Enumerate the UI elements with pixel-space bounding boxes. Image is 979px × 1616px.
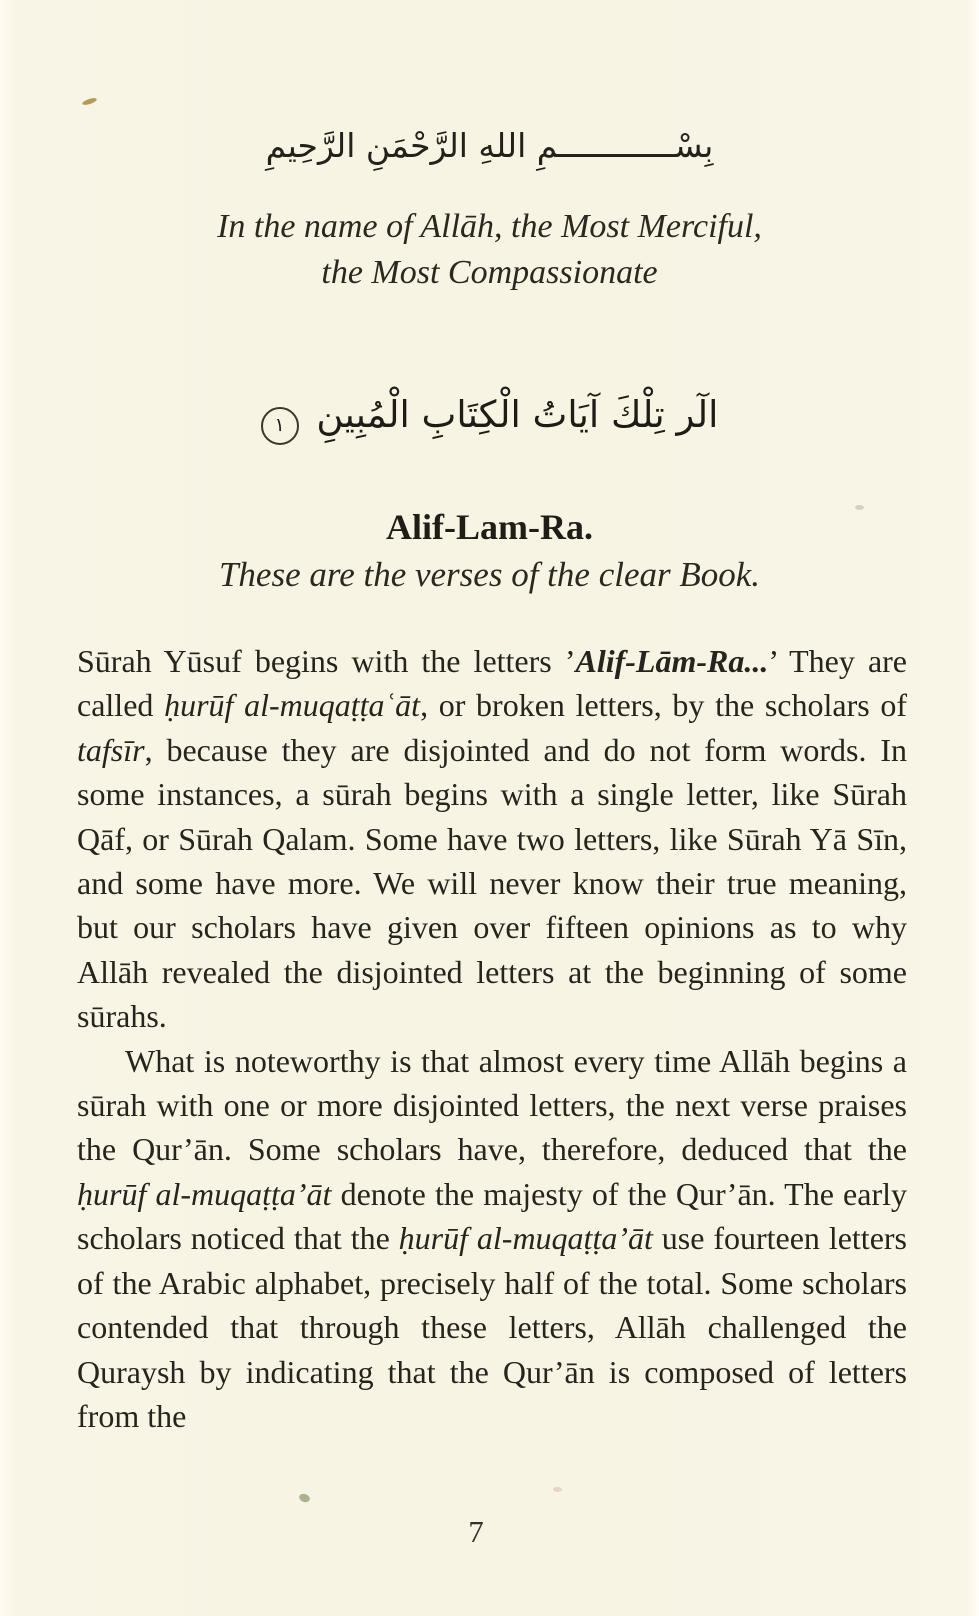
paper-speck [553, 1487, 562, 1492]
text-run: denote the majesty of the Qur’ān. The early scholars noticed that the [77, 1175, 908, 1257]
quran-verse-arabic [0, 393, 979, 445]
text-run: ’ They are called [77, 643, 908, 724]
verse-heading: Alif-Lam-Ra. [386, 507, 593, 547]
text-run: use fourteen letters of the Arabic alphabet, precisely half of the total. Some scholars contended that through these letters, Allāh challenged the Quraysh by indicating that the Qur’ān is composed of letters from the [77, 1220, 908, 1434]
text-run: ḥurūf al-muqaṭṭa’āt [77, 1175, 332, 1212]
bismillah-translation-line2: the Most Compassionate [321, 254, 658, 291]
text-run: ḥurūf al-muqaṭṭaʿāt [164, 687, 421, 724]
text-run: Alif-Lām-Ra... [575, 643, 769, 679]
text-run: tafsīr [77, 731, 145, 768]
page-number: 7 [468, 1514, 484, 1549]
body-text [77, 639, 907, 1438]
bismillah-translation-line1: In the name of Allāh, the Most Merciful, [217, 208, 762, 245]
paragraph [77, 639, 907, 1039]
text-run: , or broken letters, by the scholars of [420, 687, 908, 724]
paragraph [77, 1039, 907, 1439]
text-run: What is noteworthy is that almost every time Allāh begins a sūrah with one or more disjointed letters, the next verse praises the Qur’ān. Some scholars have, therefore, deduced that the [77, 1042, 907, 1168]
paper-speck [82, 97, 98, 106]
bismillah-calligraphy: بِسْــــــــــــمِ اللهِ الرَّحْمَنِ الرَّحِيمِ [265, 126, 714, 165]
bismillah-translation [0, 204, 979, 296]
text-run: , because they are disjointed and do not form words. In some instances, a sūrah begins with a single letter, like Sūrah Qāf, or Sūrah Qalam. Some have two letters, like Sūrah Yā Sīn, and some have more. We will never know their true meaning, but our scholars have given over fifteen opinions as to why Allāh revealed the disjointed letters at the beginning of some sūrahs. [77, 731, 907, 1035]
paper-speck [298, 1492, 311, 1503]
ayah-number-ornament: ١ [261, 407, 299, 445]
text-run: ḥurūf al-muqaṭṭa’āt [398, 1220, 653, 1257]
text-run: Sūrah Yūsuf begins with the letters ’ [77, 643, 576, 679]
verse-translation: These are the verses of the clear Book. [218, 555, 761, 594]
verse-text: الٓر تِلْكَ آيَاتُ الْكِتَابِ الْمُبِينِ [316, 393, 719, 436]
